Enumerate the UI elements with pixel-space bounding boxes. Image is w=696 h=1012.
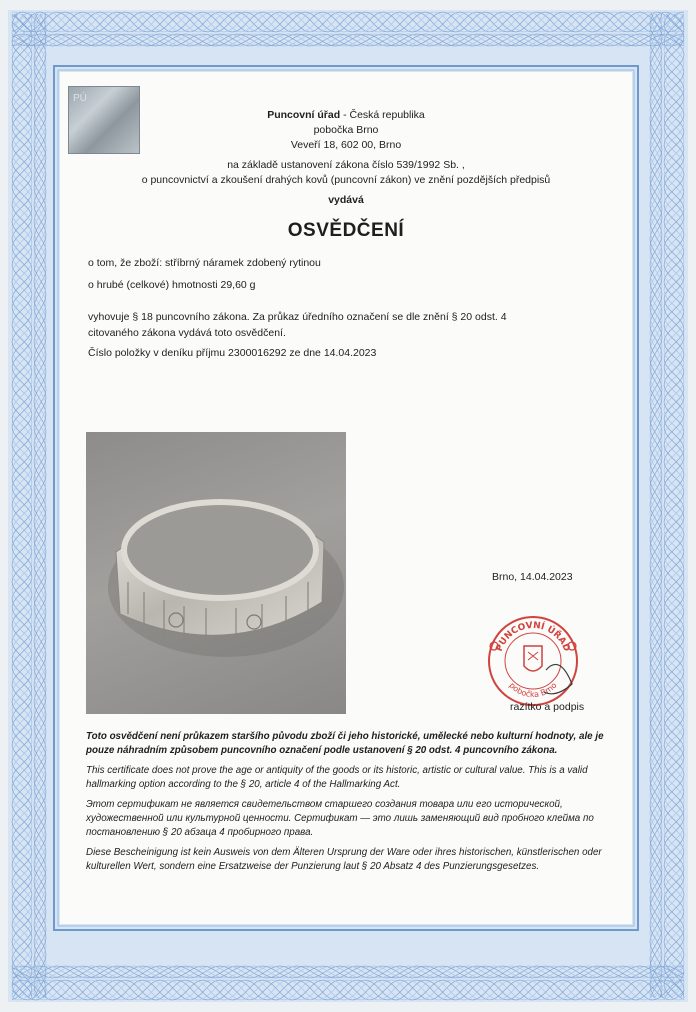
bracelet-image <box>86 432 346 714</box>
issuer-line-1 <box>60 108 632 123</box>
stamp-signature-label: razítko a podpis <box>510 701 585 713</box>
issuer-line-2: pobočka Brno <box>313 124 379 136</box>
disclaimer-german: Diese Bescheinigung ist kein Ausweis von dem Älteren Ursprung der Ware oder ihres historischen, künstlerischen oder kulturellen Wert, sondern eine Ersatzweise der Punzierung laut § 20 Absatz 4 des Punzierungsgesetzes. <box>86 847 602 872</box>
stamp-bottom-text: pobočka Brno <box>507 680 559 700</box>
stamp-top-text: PUNCOVNÍ ÚŘAD <box>494 620 572 654</box>
official-stamp <box>486 614 580 708</box>
hologram-seal: PÚ <box>68 86 140 154</box>
issuer-name: Puncovní úřad <box>267 109 341 121</box>
weight-line: o hrubé (celkové) hmotnosti 29,60 g <box>88 279 256 291</box>
svg-text:pobočka Brno <box>507 681 558 699</box>
issuer-country: - Česká republika <box>340 109 425 121</box>
item-description: o tom, že zboží: stříbrný náramek zdobený rytinou <box>88 257 321 269</box>
bracelet-photo <box>86 432 346 714</box>
place-date: Brno, 14.04.2023 <box>492 571 573 583</box>
compliance-line-1: vyhovuje § 18 puncovního zákona. Za průkaz úředního označení se dle znění § 20 odst. 4 <box>88 311 507 323</box>
certificate-title: OSVĚDČENÍ <box>287 220 405 241</box>
law-line-2: o puncovnictví a zkoušení drahých kovů (puncovní zákon) ve znění pozdějších předpisů <box>141 174 551 186</box>
law-line-1: na základě ustanovení zákona číslo 539/1992 Sb. , <box>227 159 465 171</box>
compliance-line-2: citovaného zákona vydává toto osvědčení. <box>88 327 286 339</box>
issues-label: vydává <box>328 194 364 206</box>
disclaimer-russian: Этот сертификат не является свидетельством старшего создания товара или его исторической, художественной или культурной ценности. Сертификат — это лишь заменяющий вид пробного клейма по постановлению § 20 абзаца 4 пробирного права. <box>86 799 594 838</box>
coat-of-arms-icon <box>524 646 542 671</box>
disclaimer-czech: Toto osvědčení není průkazem staršího původu zboží či jeho historické, umělecké nebo kulturní hodnoty, ale je pouze náhradním způsobem puncovního označení podle ustanovení § 20 odst. 4 puncovního zákona. <box>86 731 604 756</box>
issuer-address: Veveří 18, 602 00, Brno <box>290 139 402 151</box>
disclaimer-english: This certificate does not prove the age or antiquity of the goods or its historic, artistic or cultural value. This is a valid hallmarking option according to the § 20, article 4 of the Hallmarking Act. <box>86 765 588 790</box>
journal-line: Číslo položky v deníku příjmu 2300016292 ze dne 14.04.2023 <box>88 347 377 359</box>
